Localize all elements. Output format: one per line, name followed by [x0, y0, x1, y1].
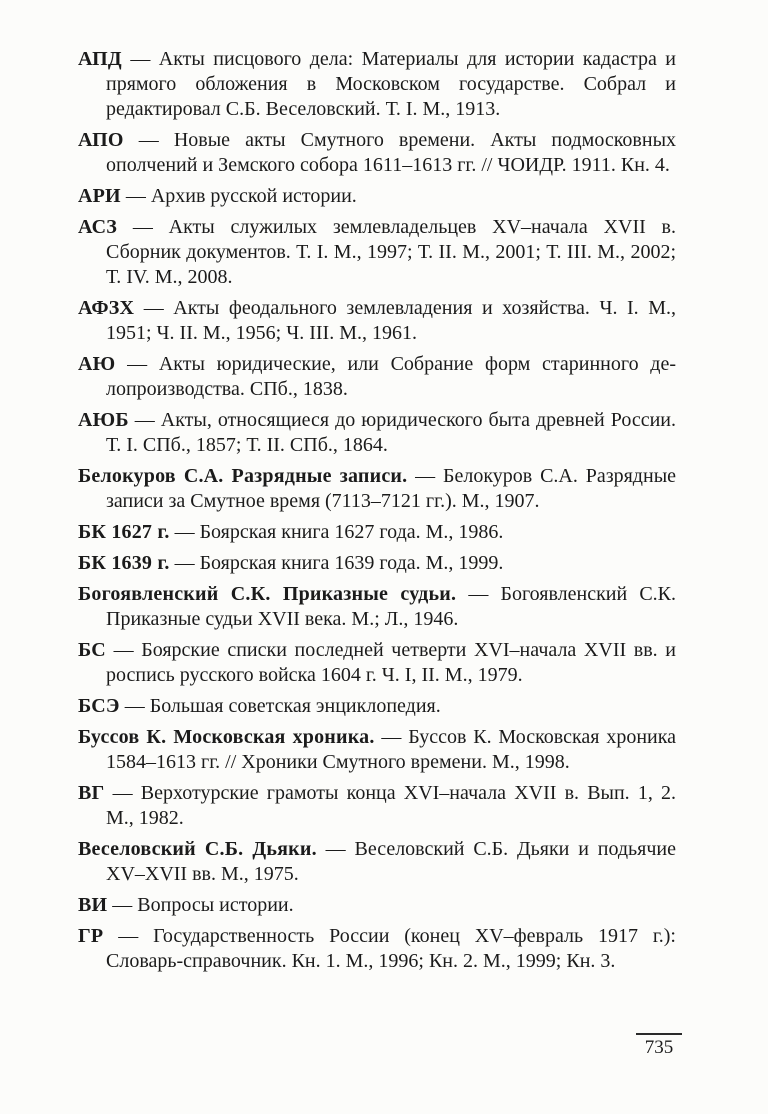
entry — [78, 893, 676, 918]
entry-abbr: АПО — [78, 129, 124, 151]
entry-abbr: БС — [78, 639, 106, 661]
entry-abbr: Белокуров С.А. Разрядные записи. — [78, 465, 408, 487]
entry-definition: Акты феодального землевладения и хозяйства. Ч. I. М., 1951; Ч. II. М., 1956; Ч. III. М., 1961. — [106, 297, 676, 344]
entry-abbr: БСЭ — [78, 695, 120, 717]
entry-definition: Вопросы истории. — [137, 894, 294, 916]
entry-abbr: АЮБ — [78, 409, 129, 431]
entry-separator: — — [105, 639, 142, 661]
entry-definition: Боярские списки последней четверти XVI–начала XVII вв. и роспись русского войска 1604 г. Ч. I, II. М., 1979. — [106, 639, 677, 686]
entry — [78, 128, 676, 178]
entry-abbr: АСЗ — [78, 216, 118, 238]
entry-definition: Архив русской истории. — [150, 185, 357, 207]
entry-definition: Новые акты Смутного времени. Акты подмосковных ополчений и Земского собора 1611–1613 гг. // ЧОИДР. 1911. Кн. 4. — [106, 129, 677, 176]
entry-abbr: АРИ — [78, 185, 121, 207]
entry-separator: — — [117, 216, 169, 238]
entry — [78, 837, 676, 887]
entry-separator: — — [169, 552, 200, 574]
entry — [78, 694, 676, 719]
entry-abbr: ВИ — [78, 894, 108, 916]
page-number: 735 — [644, 1037, 674, 1058]
entry — [78, 184, 676, 209]
entry — [78, 352, 676, 402]
entry — [78, 781, 676, 831]
entry-separator: — — [407, 465, 444, 487]
entry-separator: — — [456, 583, 501, 605]
entry — [78, 725, 676, 775]
entry-abbr: БК 1627 г. — [78, 521, 170, 543]
entry-definition: Государственность России (конец XV–февраль 1917 г.): Словарь-справочник. Кн. 1. М., 1996; Кн. 2. М., 1999; Кн. 3. — [106, 925, 676, 972]
entry-separator: — — [103, 925, 154, 947]
entry — [78, 47, 676, 122]
entry — [78, 520, 676, 545]
entry-abbr: АПД — [78, 48, 122, 70]
entry-definition: Богоявленский С.К. Приказные судьи XVII века. М.; Л., 1946. — [106, 583, 677, 630]
entry-separator: — — [119, 695, 150, 717]
entry — [78, 464, 676, 514]
entry — [78, 638, 676, 688]
entry-definition: Акты юридические, или Собрание форм старинного делопроизводства. СПб., 1838. — [106, 353, 677, 400]
entry-separator: — — [134, 297, 174, 319]
entry-definition: Большая советская энциклопедия. — [149, 695, 441, 717]
entry-definition: Веселовский С.Б. Дьяки и подьячие XV–XVII вв. М., 1975. — [106, 838, 676, 885]
entry-separator: — — [107, 894, 138, 916]
entry-separator: — — [104, 782, 141, 804]
entry-definition: Акты служилых землевладельцев XV–начала XVII в. Сборник документов. Т. I. М., 1997; Т. II. М., 2001; Т. III. М., 2002; Т. IV. М., 2008. — [106, 216, 677, 288]
entry-abbr: АФЗХ — [78, 297, 135, 319]
entry-abbr: Богоявленский С.К. Приказные судьи. — [78, 583, 457, 605]
entry — [78, 551, 676, 576]
entry-abbr: БК 1639 г. — [78, 552, 170, 574]
entry — [78, 215, 676, 290]
entry-abbr: АЮ — [78, 353, 116, 375]
entry — [78, 296, 676, 346]
entry-abbr: ВГ — [78, 782, 105, 804]
entry-definition: Акты, относящиеся до юридического быта древней России. Т. I. СПб., 1857; Т. II. СПб., 1864. — [106, 409, 676, 456]
entry-definition: Боярская книга 1639 года. М., 1999. — [199, 552, 504, 574]
entry-separator: — — [123, 129, 174, 151]
entry — [78, 924, 676, 974]
entry-abbr: Буссов К. Московская хроника. — [78, 726, 375, 748]
entry-definition: Боярская книга 1627 года. М., 1986. — [199, 521, 504, 543]
entry-abbr: ГР — [78, 925, 104, 947]
entry-definition: Верхотурские грамоты конца XVI–начала XVII в. Вып. 1, 2. М., 1982. — [106, 782, 676, 829]
entry-abbr: Веселовский С.Б. Дьяки. — [78, 838, 317, 860]
entry-definition: Акты писцового дела: Материалы для истории кадастра и прямого обложения в Московском государстве. Собрал и редактировал С.Б. Веселовский. Т. I. М., 1913. — [106, 48, 677, 120]
entry-separator: — — [316, 838, 355, 860]
entry-separator: — — [121, 48, 159, 70]
entry-separator: — — [128, 409, 161, 431]
entry — [78, 408, 676, 458]
entry-separator: — — [169, 521, 200, 543]
entry-separator: — — [374, 726, 409, 748]
entry-separator: — — [115, 353, 159, 375]
page-number-block — [636, 1033, 682, 1059]
entry-definition: Буссов К. Московская хроника 1584–1613 гг. // Хроники Смутного времени. М., 1998. — [106, 726, 677, 773]
entry — [78, 582, 676, 632]
entry-definition: Белокуров С.А. Разрядные записи за Смутное время (7113–7121 гг.). М., 1907. — [106, 465, 677, 512]
entry-separator: — — [120, 185, 151, 207]
